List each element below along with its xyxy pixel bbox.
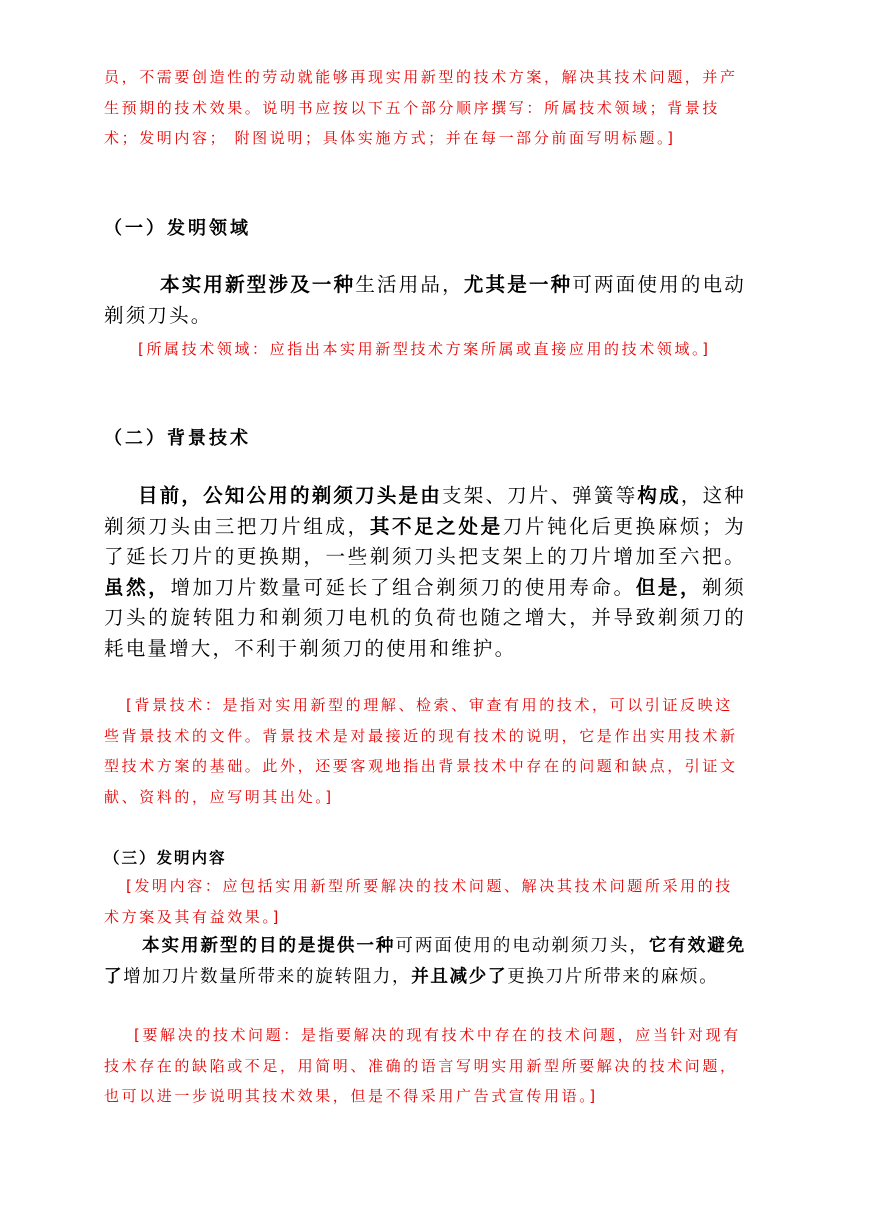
text-phrase: 支架、刀片、弹簧等: [442, 484, 638, 507]
section3-heading: （三）发明内容: [104, 849, 227, 867]
bold-phrase: 构成: [637, 484, 681, 507]
intro-note: 员，不需要创造性的劳动就能够再现实用新型的技术方案，解决其技术问题，并产生预期的技术效果。说明书应按以下五个部分顺序撰写：所属技术领域；背景技术；发明内容； 附图说明；具体实施方式；并在每一部分前面写明标题。]: [104, 68, 738, 147]
bold-phrase: 本实用新型的目的是提供一种: [142, 936, 396, 956]
bold-phrase: 它有效避免了: [104, 936, 746, 987]
text-phrase: 更换刀片所带来的麻烦。: [507, 966, 719, 987]
text-phrase: 生活用品，: [355, 273, 464, 296]
bold-phrase: 本实用新型涉及一种: [160, 273, 356, 296]
bold-phrase: 目前，公知公用的剃须刀头是由: [138, 484, 442, 507]
section3-note-content: [发明内容：应包括实用新型所要解决的技术问题、解决其技术问题所采用的技术方案及其有益效果。]: [104, 877, 733, 926]
text-phrase: 增加刀片数量可延长了组合剃须刀的使用寿命。: [170, 575, 636, 599]
section2-paragraph: [104, 481, 746, 664]
text-phrase: 剃须刀头的旋转阻力和剃须刀电机的负荷也随之增大，并导致剃须刀的耗电量增大，不利于剃须刀的使用和维护。: [104, 575, 747, 660]
section1-heading: （一）发明领域: [104, 218, 251, 239]
bold-phrase: 其不足之处是: [369, 514, 503, 538]
text-phrase: ，这种剃须刀头由三把刀片组成，: [104, 484, 746, 538]
bold-phrase: 尤其是一种: [463, 273, 573, 296]
section3-note-problem: [要解决的技术问题：是指要解决的现有技术中存在的技术问题，应当针对现有技术存在的缺陷或不足，用简明、准确的语言写明实用新型所要解决的技术问题，也可以进一步说明其技术效果，但是不得采用广告式宣传用语。]: [104, 1026, 741, 1105]
section3-paragraph: [104, 931, 746, 992]
section1-note: [所属技术领域：应指出本实用新型技术方案所属或直接应用的技术领域。]: [138, 340, 711, 358]
text-phrase: 可两面使用的电动剃须刀头，: [395, 936, 649, 956]
text-phrase: 刀片钝化后更换麻烦；为了延长刀片的更换期，一些剃须刀头把支架上的刀片增加至六把。: [104, 514, 746, 568]
text-phrase: 可两面使用的电动剃须刀头。: [104, 273, 746, 327]
bold-phrase: 虽然，: [104, 575, 171, 599]
bold-phrase: 并且减少了: [411, 966, 508, 987]
section2-note: [背景技术：是指对实用新型的理解、检索、审查有用的技术，可以引证反映这些背景技术的文件。背景技术是对最接近的现有技术的说明，它是作出实用技术新型技术方案的基础。此外，还要客观地指出背景技术中存在的问题和缺点，引证文献、资料的，应写明其出处。]: [104, 696, 738, 806]
section2-heading: （二）背景技术: [104, 428, 251, 449]
bold-phrase: 但是，: [635, 575, 703, 599]
text-phrase: 增加刀片数量所带来的旋转阻力，: [123, 966, 412, 987]
section1-paragraph: [104, 270, 746, 331]
